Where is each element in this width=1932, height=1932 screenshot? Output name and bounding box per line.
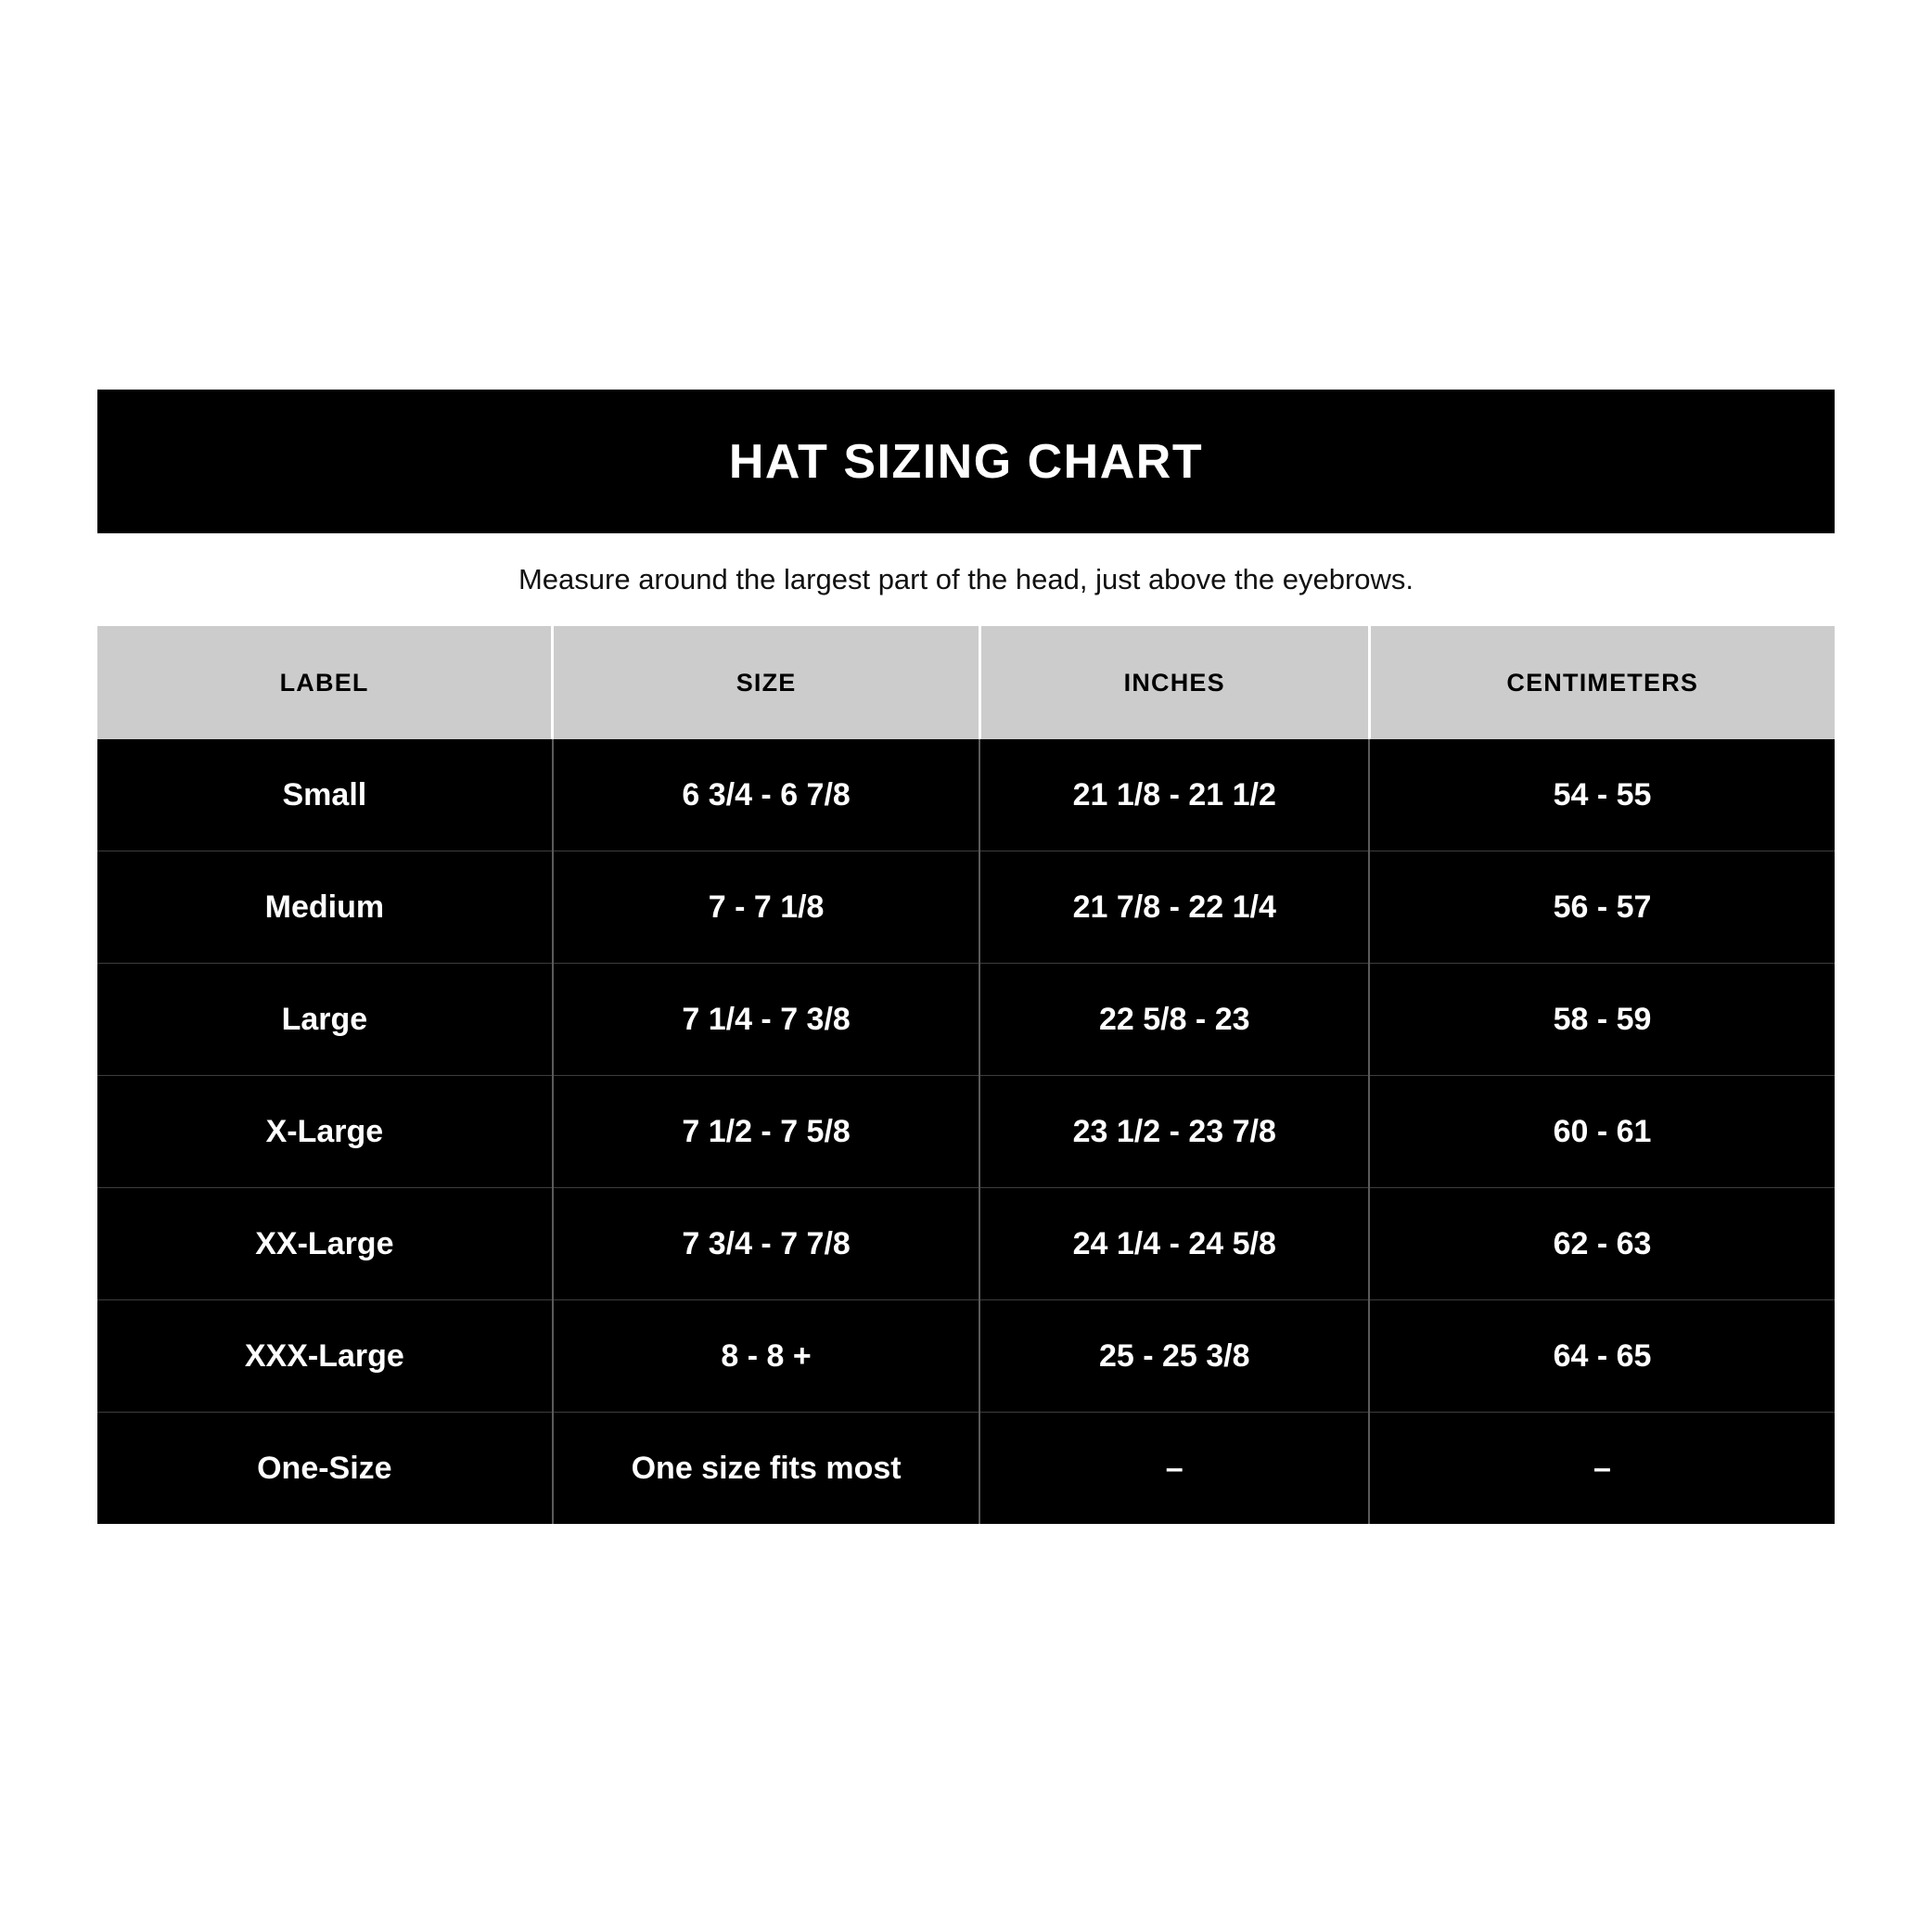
cell-centimeters: 54 - 55 [1369, 739, 1835, 851]
table-row [97, 1413, 1835, 1525]
cell-label: XXX-Large [97, 1300, 553, 1413]
cell-centimeters: 64 - 65 [1369, 1300, 1835, 1413]
table-header-row [97, 626, 1835, 739]
column-header-centimeters: CENTIMETERS [1369, 626, 1835, 739]
cell-centimeters: – [1369, 1413, 1835, 1525]
chart-subtitle-row [97, 533, 1835, 626]
table-row [97, 851, 1835, 964]
column-header-size: SIZE [553, 626, 980, 739]
table-row [97, 739, 1835, 851]
cell-label: Medium [97, 851, 553, 964]
cell-centimeters: 58 - 59 [1369, 964, 1835, 1076]
table-body [97, 739, 1835, 1524]
cell-size: 7 3/4 - 7 7/8 [553, 1188, 980, 1300]
cell-inches: 24 1/4 - 24 5/8 [979, 1188, 1369, 1300]
cell-inches: 21 7/8 - 22 1/4 [979, 851, 1369, 964]
cell-centimeters: 56 - 57 [1369, 851, 1835, 964]
cell-label: X-Large [97, 1076, 553, 1188]
cell-centimeters: 62 - 63 [1369, 1188, 1835, 1300]
table-row [97, 964, 1835, 1076]
cell-size: 7 - 7 1/8 [553, 851, 980, 964]
page-title: HAT SIZING CHART [728, 434, 1204, 489]
cell-size: 6 3/4 - 6 7/8 [553, 739, 980, 851]
cell-inches: 25 - 25 3/8 [979, 1300, 1369, 1413]
cell-size: 8 - 8 + [553, 1300, 980, 1413]
sizing-table [97, 626, 1835, 1524]
cell-label: XX-Large [97, 1188, 553, 1300]
cell-label: One-Size [97, 1413, 553, 1525]
cell-size: 7 1/4 - 7 3/8 [553, 964, 980, 1076]
cell-label: Large [97, 964, 553, 1076]
table-row [97, 1300, 1835, 1413]
cell-inches: – [979, 1413, 1369, 1525]
cell-size: One size fits most [553, 1413, 980, 1525]
column-header-inches: INCHES [979, 626, 1369, 739]
measurement-instruction: Measure around the largest part of the head, just above the eyebrows. [518, 563, 1414, 595]
cell-inches: 22 5/8 - 23 [979, 964, 1369, 1076]
table-row [97, 1188, 1835, 1300]
cell-size: 7 1/2 - 7 5/8 [553, 1076, 980, 1188]
table-row [97, 1076, 1835, 1188]
table-head [97, 626, 1835, 739]
cell-inches: 23 1/2 - 23 7/8 [979, 1076, 1369, 1188]
cell-label: Small [97, 739, 553, 851]
cell-inches: 21 1/8 - 21 1/2 [979, 739, 1369, 851]
column-header-label: LABEL [97, 626, 553, 739]
sizing-chart [97, 390, 1835, 1524]
chart-title-bar [97, 390, 1835, 533]
cell-centimeters: 60 - 61 [1369, 1076, 1835, 1188]
